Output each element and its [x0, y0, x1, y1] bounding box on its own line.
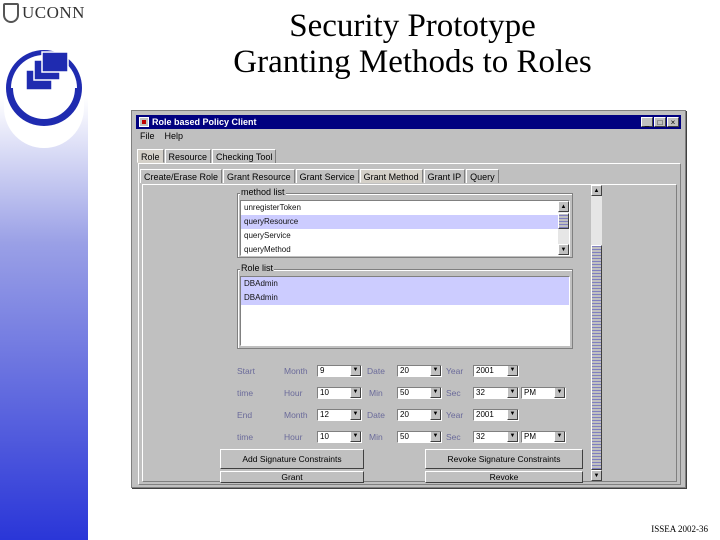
- dropdown-arrow-icon[interactable]: ▼: [350, 432, 361, 442]
- slide-title-line1: Security Prototype: [289, 8, 536, 44]
- role-tab-panel: [138, 163, 681, 485]
- start-hour-label: Hour: [284, 388, 303, 398]
- start-sec-select[interactable]: [473, 387, 519, 399]
- end-year-value: 2001: [476, 410, 494, 419]
- revoke-signature-constraints-button[interactable]: Revoke Signature Constraints: [425, 449, 583, 469]
- tab-role[interactable]: Role: [137, 149, 164, 163]
- start-date-label: Date: [367, 366, 385, 376]
- dropdown-arrow-icon[interactable]: ▼: [507, 432, 518, 442]
- start-date-value: 20: [400, 366, 409, 375]
- app-window: [131, 110, 686, 488]
- start-hour-value: 10: [320, 388, 329, 397]
- scroll-up-arrow-icon[interactable]: ▲: [591, 185, 602, 196]
- end-month-value: 12: [320, 410, 329, 419]
- minimize-button[interactable]: _: [641, 117, 653, 127]
- dropdown-arrow-icon[interactable]: ▼: [350, 410, 361, 420]
- tab-checking-tool[interactable]: Checking Tool: [212, 149, 276, 163]
- start-hour-select[interactable]: [317, 387, 362, 399]
- uconn-seal-icon: [3, 3, 19, 23]
- start-ampm-value: PM: [524, 388, 536, 397]
- list-item-selected[interactable]: DBAdmin: [241, 277, 569, 291]
- tab-grant-service[interactable]: Grant Service: [296, 169, 359, 183]
- start-month-label: Month: [284, 366, 308, 376]
- list-item[interactable]: unregisterToken: [244, 203, 301, 212]
- end-year-label: Year: [446, 410, 464, 420]
- slide-footer: ISSEA 2002-36: [651, 524, 708, 534]
- revoke-button[interactable]: Revoke: [425, 471, 583, 483]
- grant-method-panel: [142, 184, 677, 482]
- end-date-label: Date: [367, 410, 385, 420]
- main-tabs: [137, 149, 277, 163]
- end-time-label: time: [237, 432, 254, 442]
- menu-help[interactable]: Help: [164, 131, 184, 141]
- slide-title-line2: Granting Methods to Roles: [233, 44, 592, 80]
- dropdown-arrow-icon[interactable]: ▼: [430, 410, 441, 420]
- end-ampm-select[interactable]: [521, 431, 566, 443]
- end-ampm-value: PM: [524, 432, 536, 441]
- role-listbox[interactable]: [240, 276, 570, 346]
- window-title: Role based Policy Client: [152, 117, 257, 127]
- method-listbox[interactable]: [240, 200, 570, 256]
- role-list-legend: Role list: [241, 263, 274, 273]
- start-year-label: Year: [446, 366, 464, 376]
- end-date-select[interactable]: [397, 409, 442, 421]
- tab-query[interactable]: Query: [466, 169, 499, 183]
- end-min-value: 50: [400, 432, 409, 441]
- role-list-group: [237, 263, 573, 349]
- method-list-group: [237, 187, 573, 258]
- scroll-thumb[interactable]: [558, 213, 569, 229]
- tab-create-erase-role[interactable]: Create/Erase Role: [140, 169, 222, 183]
- end-date-value: 20: [400, 410, 409, 419]
- start-min-label: Min: [369, 388, 383, 398]
- scroll-down-arrow-icon[interactable]: ▼: [558, 244, 569, 255]
- close-button[interactable]: ×: [667, 117, 679, 127]
- end-label: End: [237, 410, 253, 420]
- list-item[interactable]: queryService: [244, 231, 291, 240]
- end-hour-select[interactable]: [317, 431, 362, 443]
- start-year-select[interactable]: [473, 365, 519, 377]
- tab-grant-resource[interactable]: Grant Resource: [223, 169, 295, 183]
- start-month-select[interactable]: [317, 365, 362, 377]
- end-min-label: Min: [369, 432, 383, 442]
- grant-button[interactable]: Grant: [220, 471, 364, 483]
- menu-file[interactable]: File: [140, 131, 155, 141]
- start-ampm-select[interactable]: [521, 387, 566, 399]
- panel-scrollbar[interactable]: [591, 185, 602, 481]
- list-item-selected[interactable]: queryResource: [241, 215, 569, 229]
- start-min-select[interactable]: [397, 387, 442, 399]
- maximize-button[interactable]: □: [654, 117, 666, 127]
- start-sec-value: 32: [476, 388, 485, 397]
- start-min-value: 50: [400, 388, 409, 397]
- end-month-select[interactable]: [317, 409, 362, 421]
- scroll-thumb[interactable]: [591, 245, 602, 470]
- scroll-up-arrow-icon[interactable]: ▲: [558, 201, 569, 212]
- tab-grant-ip[interactable]: Grant IP: [424, 169, 466, 183]
- list-item[interactable]: queryMethod: [244, 245, 291, 254]
- uconn-logo: [3, 3, 85, 23]
- start-label: Start: [237, 366, 255, 376]
- dropdown-arrow-icon[interactable]: ▼: [430, 388, 441, 398]
- sub-tabs: [140, 169, 500, 183]
- tab-resource[interactable]: Resource: [165, 149, 212, 163]
- end-sec-value: 32: [476, 432, 485, 441]
- start-date-select[interactable]: [397, 365, 442, 377]
- end-min-select[interactable]: [397, 431, 442, 443]
- end-year-select[interactable]: [473, 409, 519, 421]
- end-sec-select[interactable]: [473, 431, 519, 443]
- dropdown-arrow-icon[interactable]: ▼: [350, 366, 361, 376]
- method-list-scrollbar[interactable]: [558, 201, 569, 255]
- scroll-down-arrow-icon[interactable]: ▼: [591, 470, 602, 481]
- dropdown-arrow-icon[interactable]: ▼: [507, 366, 518, 376]
- dropdown-arrow-icon[interactable]: ▼: [554, 432, 565, 442]
- dropdown-arrow-icon[interactable]: ▼: [430, 366, 441, 376]
- add-signature-constraints-button[interactable]: Add Signature Constraints: [220, 449, 364, 469]
- method-list-legend: method list: [241, 187, 285, 197]
- start-time-label: time: [237, 388, 254, 398]
- end-hour-label: Hour: [284, 432, 303, 442]
- start-year-value: 2001: [476, 366, 494, 375]
- tab-grant-method[interactable]: Grant Method: [360, 169, 423, 183]
- dropdown-arrow-icon[interactable]: ▼: [350, 388, 361, 398]
- start-sec-label: Sec: [446, 388, 461, 398]
- end-month-label: Month: [284, 410, 308, 420]
- end-sec-label: Sec: [446, 432, 461, 442]
- dropdown-arrow-icon[interactable]: ▼: [507, 388, 518, 398]
- uconn-wordmark: UCONN: [22, 3, 85, 22]
- start-month-value: 9: [320, 366, 325, 375]
- cse-logo-icon: [2, 30, 86, 150]
- menubar: [136, 131, 183, 141]
- dropdown-arrow-icon[interactable]: ▼: [507, 410, 518, 420]
- window-titlebar[interactable]: [136, 115, 681, 129]
- dropdown-arrow-icon[interactable]: ▼: [430, 432, 441, 442]
- java-app-icon: [139, 117, 149, 127]
- end-hour-value: 10: [320, 432, 329, 441]
- dropdown-arrow-icon[interactable]: ▼: [554, 388, 565, 398]
- list-item-selected[interactable]: DBAdmin: [241, 291, 569, 305]
